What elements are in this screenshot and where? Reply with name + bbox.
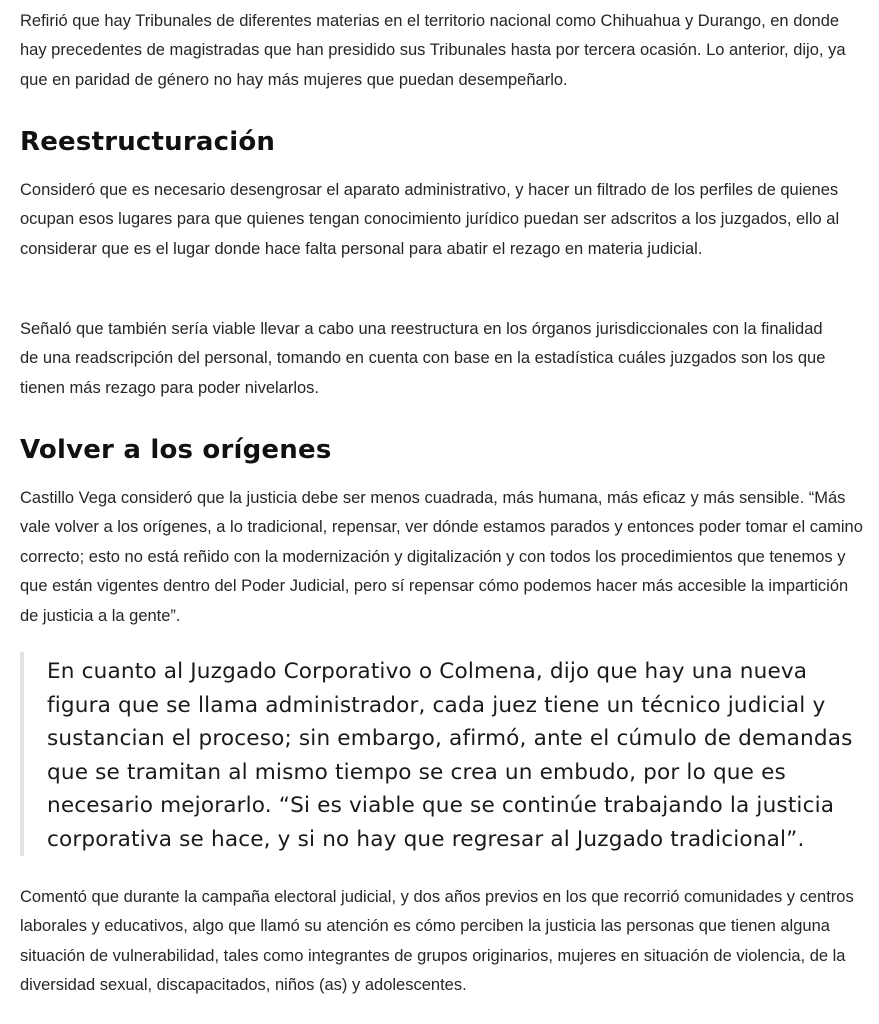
blockquote-text: En cuanto al Juzgado Corporativo o Colmena, dijo que hay una nueva figura que se llama administrador, cada juez tiene un técnico judicial y sustancian el proceso; sin embargo, afirmó, ante el cúmulo de demandas que se tramitan al mismo tiempo se crea un embudo, por lo que es necesario mejorarlo. “Si es viable que se continúe trabajando la justicia corporativa se hace, y si no hay que regresar al Juzgado tradicional”.	[47, 659, 853, 852]
paragraph-castillo-vega: Castillo Vega consideró que la justicia debe ser menos cuadrada, más humana, más eficaz y más sensible. “Más vale volver a los orígenes, a lo tradicional, repensar, ver dónde estamos parados y entonces poder tomar el camino correcto; esto no está reñido con la modernización y digitalización y con todos los procedimientos que tenemos y que están vigentes dentro del Poder Judicial, pero sí repensar cómo podemos hacer más accesible la impartición de justicia a la gente”.	[20, 489, 863, 625]
paragraph-campana-electoral: Comentó que durante la campaña electoral judicial, y dos años previos en los que recorrió comunidades y centros laborales y educativos, algo que llamó su atención es cómo perciben la justicia las personas que tienen alguna situación de vulnerabilidad, tales como integrantes de grupos originarios, mujeres en situación de violencia, de la diversidad sexual, discapacitados, niños (as) y adolescentes.	[20, 888, 854, 995]
heading-reestructuracion: Reestructuración	[20, 127, 276, 157]
paragraph-tribunales: Refirió que hay Tribunales de diferentes materias en el territorio nacional como Chihuahua y Durango, en donde hay precedentes de magistradas que han presidido sus Tribunales hasta por tercera ocasión. Lo anterior, dijo, ya que en paridad de género no hay más mujeres que puedan desempeñarlo.	[20, 12, 846, 89]
paragraph-desengrosar: Consideró que es necesario desengrosar el aparato administrativo, y hacer un filtrado de los perfiles de quienes ocupan esos lugares para que quienes tengan conocimiento jurídico puedan ser adscritos a los juzgados, ello al considerar que es el lugar donde hace falta personal para abatir el rezago en materia judicial.	[20, 181, 840, 258]
paragraph-reestructura: Señaló que también sería viable llevar a cabo una reestructura en los órganos jurisdiccionales con la finalidad de una readscripción del personal, tomando en cuenta con base en la estadística cuáles juzgados son los que tienen más rezago para poder nivelarlos.	[20, 320, 826, 397]
heading-volver-origenes: Volver a los orígenes	[20, 435, 332, 465]
blockquote	[20, 652, 865, 856]
